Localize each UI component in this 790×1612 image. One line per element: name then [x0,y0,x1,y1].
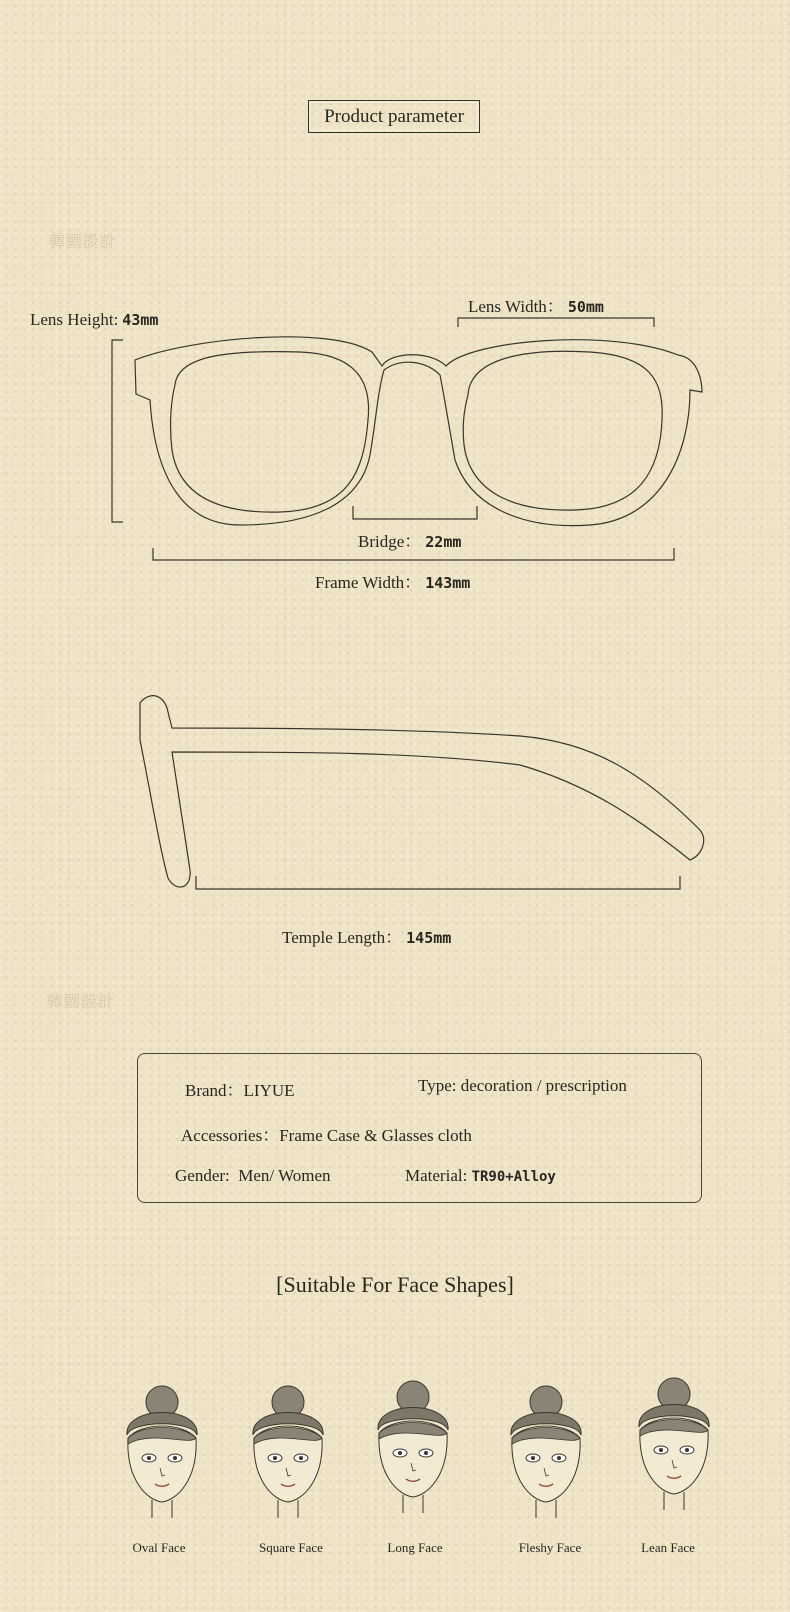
type-value: decoration / prescription [460,1076,627,1095]
frame-width-value: 143mm [425,574,471,592]
gender-label: Gender: [175,1166,230,1185]
section-title: Product parameter [308,100,480,133]
square-face-illustration [253,1386,323,1518]
watermark-top: 韓國設計 [48,231,117,250]
brand-label: Brand： [185,1081,244,1100]
oval-face-illustration [127,1386,197,1518]
face-label-lean: Lean Face [641,1540,695,1555]
frame-width-text: Frame Width： [315,573,422,592]
fleshy-face-illustration [511,1386,581,1518]
bridge-value: 22mm [425,533,462,551]
lens-height-value: 43mm [122,311,159,329]
lens-width-value: 50mm [567,298,604,316]
face-label-oval: Oval Face [132,1540,186,1555]
accessories-label: Accessories： [181,1126,280,1145]
type-label: Type: [418,1076,457,1095]
lens-width-text: Lens Width： [468,297,564,316]
material-label: Material: [405,1166,468,1185]
brand-value: LIYUE [243,1081,295,1100]
accessories-value: Frame Case & Glasses cloth [279,1126,472,1145]
watermark-middle: 韓國設計 [46,991,115,1010]
temple-length-value: 145mm [406,929,452,947]
face-label-square: Square Face [259,1540,323,1555]
temple-length-text: Temple Length： [282,928,403,947]
lens-height-text: Lens Height: [30,310,119,329]
bridge-text: Bridge： [358,532,422,551]
gender-value: Men/ Women [238,1166,331,1185]
face-label-long: Long Face [387,1540,443,1555]
face-label-fleshy: Fleshy Face [518,1540,582,1555]
lean-face-illustration [639,1378,709,1510]
face-shapes-heading: [Suitable For Face Shapes] [276,1272,514,1297]
material-value: TR90+Alloy [471,1169,556,1185]
long-face-illustration [378,1381,448,1513]
